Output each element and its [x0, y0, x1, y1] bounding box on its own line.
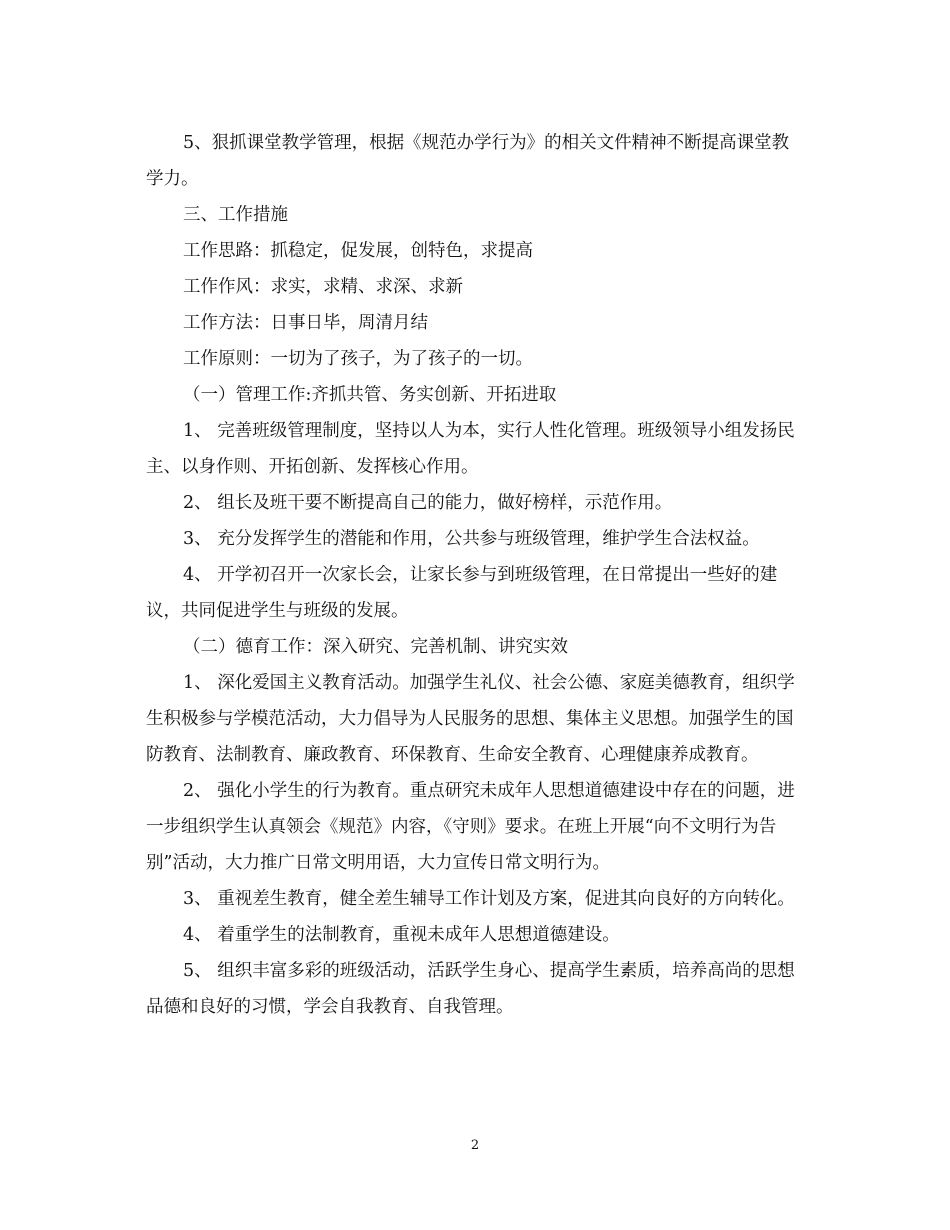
paragraph: 5、 组织丰富多彩的班级活动，活跃学生身心、提高学生素质，培养高尚的思想品德和良好的习惯，学会自我教育、自我管理。	[146, 961, 795, 1017]
paragraph: 工作方法：日事日毕，周清月结	[183, 313, 428, 333]
paragraph: 1、 深化爱国主义教育活动。加强学生礼仪、社会公德、家庭美德教育，组织学生积极参与学模范活动，大力倡导为人民服务的思想、集体主义思想。加强学生的国防教育、法制教育、廉政教育、环保教育、生命安全教育、心理健康养成教育。	[146, 673, 795, 765]
paragraph: 2、 组长及班干要不断提高自己的能力，做好榜样，示范作用。	[183, 493, 673, 513]
document-body	[146, 125, 806, 1025]
paragraph: 工作原则：一切为了孩子，为了孩子的一切。	[183, 349, 533, 369]
paragraph: 3、 重视差生教育，健全差生辅导工作计划及方案，促进其向良好的方向转化。	[183, 889, 795, 909]
paragraph: 1、 完善班级管理制度，坚持以人为本，实行人性化管理。班级领导小组发扬民主、以身作则、开拓创新、发挥核心作用。	[146, 421, 795, 477]
paragraph: 2、 强化小学生的行为教育。重点研究未成年人思想道德建设中存在的问题，进一步组织学生认真领会《规范》内容，《守则》要求。在班上开展“向不文明行为告别”活动，大力推广日常文明用语，大力宣传日常文明行为。	[146, 781, 795, 873]
paragraph: 4、 开学初召开一次家长会，让家长参与到班级管理，在日常提出一些好的建议，共同促进学生与班级的发展。	[146, 565, 778, 621]
subsection-heading: （一）管理工作:齐抓共管、务实创新、开拓进取	[183, 385, 557, 405]
subsection-heading: （二）德育工作：深入研究、完善机制、讲究实效	[183, 637, 568, 657]
paragraph: 工作作风：求实，求精、求深、求新	[183, 277, 463, 297]
page-number: 2	[470, 1138, 480, 1153]
paragraph: 3、 充分发挥学生的潜能和作用，公共参与班级管理，维护学生合法权益。	[183, 529, 760, 549]
paragraph: 工作思路：抓稳定，促发展，创特色，求提高	[183, 241, 533, 261]
paragraph: 4、 着重学生的法制教育，重视未成年人思想道德建设。	[183, 925, 620, 945]
paragraph: 5、狠抓课堂教学管理，根据《规范办学行为》的相关文件精神不断提高课堂教学力。	[146, 133, 790, 189]
section-heading: 三、工作措施	[183, 205, 288, 225]
